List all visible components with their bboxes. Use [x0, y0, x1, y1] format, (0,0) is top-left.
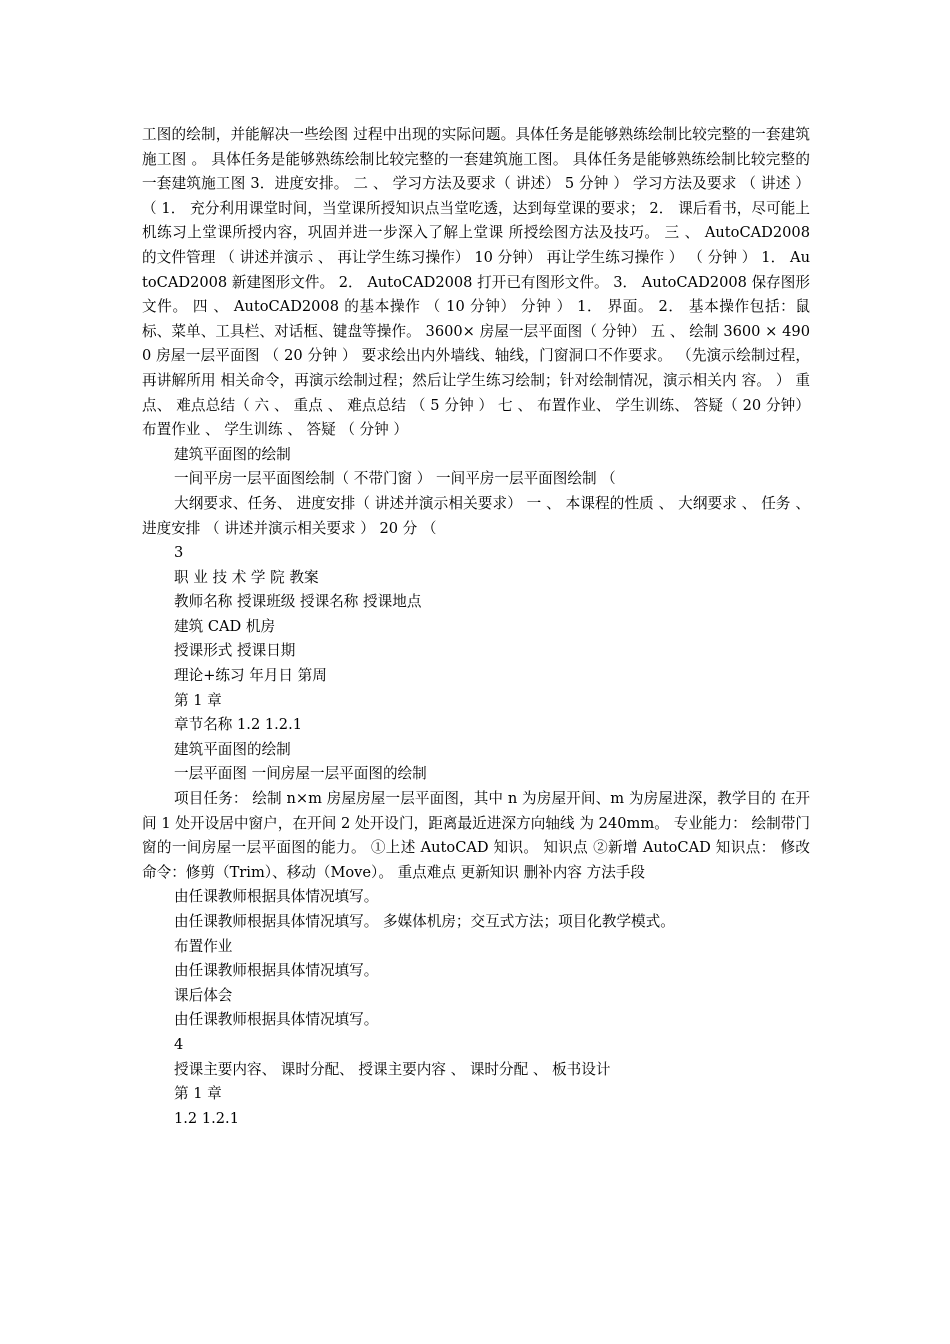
lesson-plan-heading: 职 业 技 术 学 院 教案	[174, 568, 319, 586]
section-name: 章节名称 1.2 1.2.1	[174, 716, 302, 734]
table-header-format: 授课形式 授课日期	[174, 642, 296, 660]
body-paragraph-project-task: 项目任务： 绘制 n×m 房屋房屋一层平面图，其中 n 为房屋开间、m 为房屋进深，教学目的 在开间 1 处开设居中窗户，在开间 2 处开设门，距离最近进深方向轴线 为 240mm。 专业能力： 绘制带门窗的一间房屋一层平面图的能力。 ①上述 AutoCAD 知识。 知识点 ②新增 AutoCAD 知识点： 修改命令：修剪（Trim）、移动（Move）。 重点难点 更新知识 删补内容 方法手段	[142, 790, 810, 881]
chapter-label-2: 第 1 章	[174, 1085, 222, 1103]
document-page	[142, 123, 810, 1131]
section-title-floor-plan-2: 建筑平面图的绘制	[174, 740, 291, 758]
subsection-title: 一层平面图 一间房屋一层平面图的绘制	[174, 765, 427, 783]
table-header-teacher: 教师名称 授课班级 授课名称 授课地点	[174, 593, 422, 611]
section-number: 1.2 1.2.1	[174, 1109, 239, 1127]
page-number-4: 4	[174, 1035, 184, 1053]
body-paragraph-outline: 大纲要求、任务、 进度安排（ 讲述并演示相关要求） 一 、 本课程的性质 、 大纲要求 、 任务 、 进度安排 （ 讲述并演示相关要求 ） 20 分 （	[142, 494, 810, 537]
teacher-fill-note-4: 由任课教师根据具体情况填写。	[174, 1011, 379, 1029]
chapter-label: 第 1 章	[174, 691, 222, 709]
content-header: 授课主要内容、 课时分配、 授课主要内容 、 课时分配 、 板书设计	[174, 1060, 611, 1078]
teacher-fill-note-3: 由任课教师根据具体情况填写。	[174, 962, 379, 980]
teacher-fill-note-1: 由任课教师根据具体情况填写。	[174, 888, 379, 906]
format-value: 理论+练习 年月日 第周	[174, 667, 327, 685]
section-title-floor-plan: 建筑平面图的绘制	[174, 445, 291, 463]
teacher-fill-note-2: 由任课教师根据具体情况填写。 多媒体机房；交互式方法；项目化教学模式。	[174, 913, 675, 930]
body-paragraph-schedule: 工图的绘制，并能解决一些绘图 过程中出现的实际问题。具体任务是能够熟练绘制比较完整的一套建筑施工图 。 具体任务是能够熟练绘制比较完整的一套建筑施工图。 具体任务是能够熟练绘制比较完整的一套建筑施工图 3．进度安排。 二 、 学习方法及要求（ 讲述） 5 分钟 ） 学习方法及要求 （ 讲述 ） （ 1． 充分利用课堂时间，当堂课所授知识点当堂吃透，达到每堂课的要求； 2． 课后看书，尽可能上机练习上堂课所授内容，巩固并进一步深入了解上堂课 所授绘图方法及技巧。 三 、 AutoCAD2008 的文件管理 （ 讲述并演示 、 再让学生练习操作） 10 分钟） 再让学生练习操作 ） （ 分钟 ） 1． AutoCAD2008 新建图形文件。 2． AutoCAD2008 打开已有图形文件。 3． AutoCAD2008 保存图形文件。 四 、 AutoCAD2008 的基本操作 （ 10 分钟） 分钟 ） 1． 界面。 2． 基本操作包括：鼠标、菜单、工具栏、对话框、键盘等操作。 3600× 房屋一层平面图（ 分钟） 五 、 绘制 3600 × 4900 房屋一层平面图 （ 20 分钟 ） 要求绘出内外墙线、轴线，门窗洞口不作要求。 （先演示绘制过程，再讲解所用 相关命令，再演示绘制过程；然后让学生练习绘制；针对绘制情况，演示相关内 容。 ） 重点、 难点总结（ 六 、 重点 、 难点总结 （ 5 分钟 ） 七 、 布置作业、 学生训练、 答疑（ 20 分钟） 布置作业 、 学生训练 、 答疑 （ 分钟 ）	[142, 126, 810, 439]
topic-line-single-room: 一间平房一层平面图绘制（ 不带门窗 ） 一间平房一层平面图绘制 （	[174, 470, 616, 488]
page-number-3: 3	[174, 544, 184, 562]
reflection-label: 课后体会	[174, 986, 233, 1004]
homework-label: 布置作业	[174, 937, 233, 955]
classroom-value: 建筑 CAD 机房	[174, 617, 276, 635]
